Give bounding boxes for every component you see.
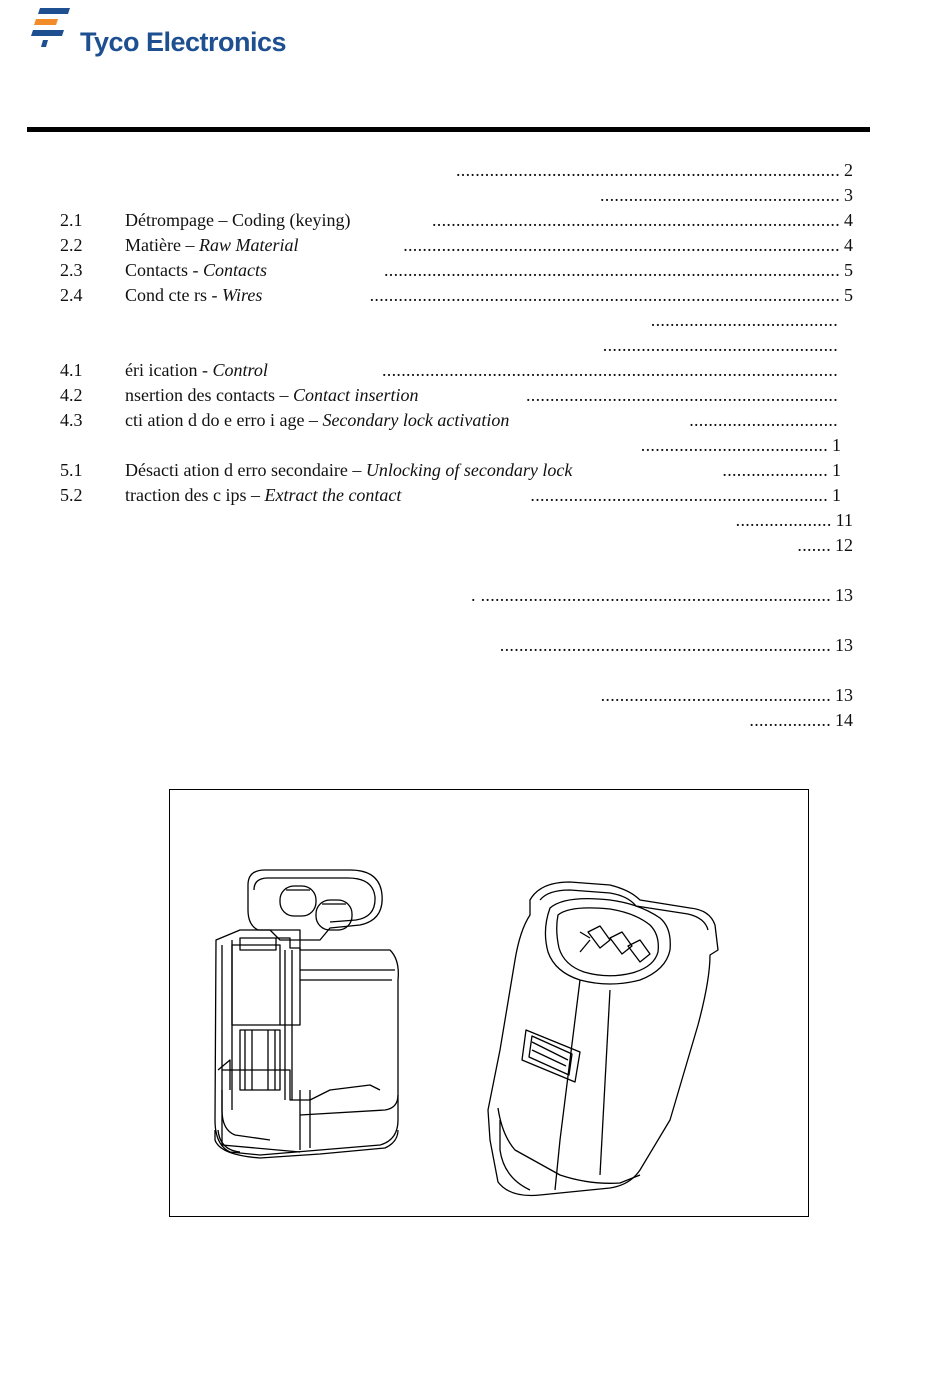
toc-entry-title-text: Cond cte rs - (125, 285, 222, 305)
toc-entry-leader: ............................... (689, 410, 838, 430)
toc-entry-title (125, 483, 401, 508)
header-divider (27, 127, 870, 132)
toc-entry-number: 2.3 (60, 260, 83, 280)
toc-entry-page: 5 (844, 285, 853, 305)
toc-entry-title-text: nsertion des contacts – (125, 385, 293, 405)
toc-entry-page: 1 (832, 435, 841, 455)
toc-entry-leader: ........................................................................................... (403, 235, 840, 255)
toc-entry-page: 13 (835, 585, 853, 605)
toc-entry-title-english: Wires (221, 285, 263, 305)
toc-entry[interactable] (0, 483, 950, 508)
toc-entry-number: 2.4 (60, 285, 83, 305)
toc-entry-title-english: Contact insertion (292, 385, 419, 405)
toc-entry-title (125, 458, 572, 483)
toc-entry-title (125, 283, 262, 308)
toc-entry-leader: ..................................................................................... (432, 210, 840, 230)
toc-entry-title (125, 258, 267, 283)
toc-entry-title-text: Détrompage – Coding (keying) (125, 210, 351, 230)
toc-entry-title-text: Matière – (125, 235, 199, 255)
toc-entry-number: 4.3 (60, 410, 83, 430)
left-connector-drawing (215, 870, 398, 1158)
toc-entry-number: 5.2 (60, 485, 83, 505)
toc-entry-leader: ............................................................................................... (384, 260, 840, 280)
toc-entry-leader: ................................................. (602, 335, 838, 355)
toc-entry-page: 5 (844, 260, 853, 280)
toc-entry-title-text: traction des c ips – (125, 485, 265, 505)
toc-entry-number: 2.2 (60, 235, 83, 255)
toc-entry-title-english: Contacts (203, 260, 268, 280)
toc-entry-leader: ................................................ (600, 685, 831, 705)
toc-entry-page: 11 (835, 510, 853, 530)
toc-entry[interactable] (0, 158, 950, 183)
toc-entry[interactable] (0, 333, 950, 358)
toc-entry[interactable] (0, 433, 950, 458)
toc-entry-leader: .................... (735, 510, 832, 530)
toc-entry-number: 4.2 (60, 385, 83, 405)
toc-entry[interactable] (0, 383, 950, 408)
connector-illustration (170, 790, 808, 1216)
toc-entry[interactable] (0, 533, 950, 558)
toc-entry-leader: .................................................................................................. (369, 285, 840, 305)
toc-entry[interactable] (0, 308, 950, 333)
toc-entry-title-english: Unlocking of secondary lock (365, 460, 573, 480)
toc-entry-page: 4 (844, 235, 853, 255)
toc-entry[interactable] (0, 283, 950, 308)
toc-entry[interactable] (0, 358, 950, 383)
toc-entry-title (125, 408, 509, 433)
toc-entry-leader: ....................................... (650, 310, 838, 330)
toc-entry-leader: ....... (797, 535, 831, 555)
toc-entry-title-english: Raw Material (198, 235, 299, 255)
toc-entry-title-english: Secondary lock activation (322, 410, 510, 430)
toc-entry-title (125, 233, 298, 258)
toc-entry-leader: . ......................................................................... (471, 585, 831, 605)
toc-entry[interactable] (0, 233, 950, 258)
toc-entry-page: 13 (835, 635, 853, 655)
toc-entry-leader: ................. (749, 710, 831, 730)
toc-entry-title-text: cti ation d do e erro i age – (125, 410, 323, 430)
toc-entry[interactable] (0, 458, 950, 483)
toc-entry-title-text: éri ication - (125, 360, 213, 380)
toc-entry[interactable] (0, 508, 950, 533)
toc-entry-title-text: Contacts - (125, 260, 203, 280)
toc-entry-title-text: Désacti ation d erro secondaire – (125, 460, 366, 480)
toc-entry-page: 13 (835, 685, 853, 705)
toc-entry[interactable] (0, 258, 950, 283)
toc-entry[interactable] (0, 408, 950, 433)
toc-entry-leader: ...................... (722, 460, 828, 480)
toc-entry-page: 2 (844, 160, 853, 180)
toc-entry-page: 14 (835, 710, 853, 730)
toc-entry-leader: ................................................................. (526, 385, 838, 405)
connector-figure (169, 789, 809, 1217)
toc-entry-title (125, 358, 268, 383)
tyco-stripes-logo-icon (30, 5, 74, 49)
toc-entry-number: 5.1 (60, 460, 83, 480)
toc-entry-leader: .................................................. (600, 185, 840, 205)
toc-entry-page: 3 (844, 185, 853, 205)
toc-entry-page: 1 (832, 460, 841, 480)
toc-entry-page: 1 (832, 485, 841, 505)
toc-entry-title (125, 208, 350, 233)
toc-entry[interactable] (0, 208, 950, 233)
company-logo (30, 5, 330, 65)
toc-entry[interactable] (0, 583, 950, 608)
right-connector-drawing (488, 882, 718, 1195)
toc-entry[interactable] (0, 683, 950, 708)
toc-entry-page: 12 (835, 535, 853, 555)
toc-entry-number: 2.1 (60, 210, 83, 230)
toc-entry[interactable] (0, 708, 950, 733)
toc-entry-leader: .............................................................. (530, 485, 828, 505)
toc-entry-title-english: Extract the contact (264, 485, 402, 505)
toc-entry-title (125, 383, 418, 408)
brand-name: Tyco Electronics (80, 27, 287, 57)
toc-entry[interactable] (0, 633, 950, 658)
toc-entry-leader: ..................................................................... (499, 635, 831, 655)
toc-entry-leader: ....................................... (640, 435, 828, 455)
toc-entry-leader: ................................................................................ (456, 160, 840, 180)
toc-entry-title-english: Control (212, 360, 268, 380)
toc-entry-page: 4 (844, 210, 853, 230)
toc-entry[interactable] (0, 183, 950, 208)
toc-entry-number: 4.1 (60, 360, 83, 380)
toc-entry-leader: ............................................................................................... (382, 360, 838, 380)
